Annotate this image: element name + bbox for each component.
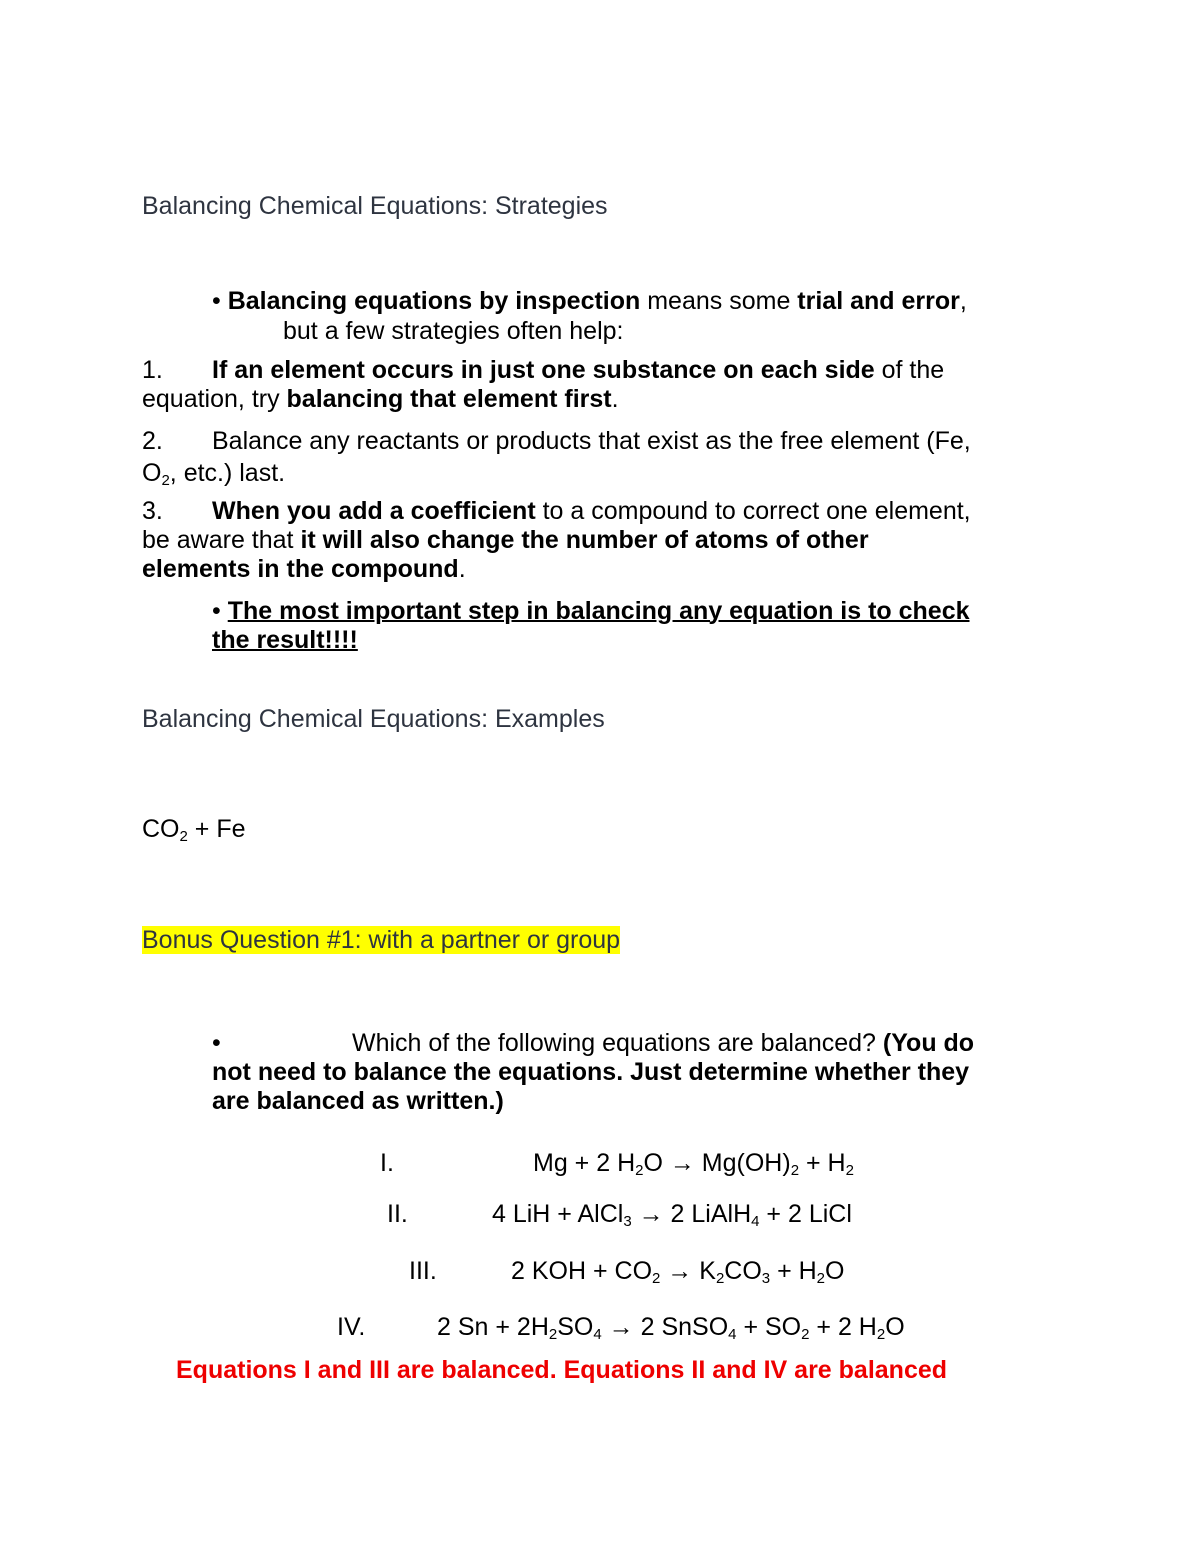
- equation-number: IV.: [337, 1313, 366, 1341]
- item-2-line-1: [142, 426, 971, 456]
- subscript: 2: [652, 1270, 661, 1287]
- formula-text: + H: [770, 1257, 817, 1285]
- bonus-question-bold-3: are balanced as written.): [212, 1087, 504, 1115]
- intro-bold-2: trial and error: [797, 287, 960, 315]
- item-3-text-1: to a compound to correct one element,: [535, 497, 971, 525]
- item-3-bold-1: When you add a coefficient: [212, 497, 536, 525]
- item-3-bold-3: elements in the compound: [142, 555, 459, 583]
- item-2-o: O: [142, 459, 162, 487]
- formula-text: 4 LiH + AlCl: [492, 1200, 624, 1228]
- item-2-text-1: Balance any reactants or products that exist as the free element (Fe,: [212, 427, 971, 455]
- formula-text: + SO: [736, 1313, 802, 1341]
- intro-bold-1: Balancing equations by inspection: [227, 287, 641, 315]
- bonus-question-bold-2: not need to balance the equations. Just determine whether they: [212, 1058, 970, 1086]
- item-1-text-1: of the: [874, 356, 945, 384]
- important-text-1: The most important step in balancing any equation is to check: [227, 597, 970, 625]
- subscript: 4: [751, 1213, 760, 1230]
- bonus-question-text: Which of the following equations are balanced?: [352, 1029, 883, 1057]
- item-1-line-2: [142, 384, 619, 414]
- formula-text: 2 KOH + CO: [511, 1257, 653, 1285]
- equation-number: II.: [387, 1200, 408, 1228]
- bullet: •: [212, 287, 221, 315]
- intro-line-1: [212, 286, 967, 316]
- subscript: 2: [790, 1162, 800, 1179]
- example-co: CO: [142, 815, 180, 843]
- equation-formula: [492, 1199, 852, 1229]
- subscript: 2: [715, 1270, 725, 1287]
- subscript: 2: [816, 1270, 826, 1287]
- subscript: 4: [593, 1326, 602, 1343]
- equation-number: III.: [409, 1257, 437, 1285]
- subscript: 2: [635, 1162, 644, 1179]
- item-1-text-3: .: [611, 385, 619, 413]
- example-sub: 2: [179, 828, 188, 845]
- formula-text: SO: [557, 1313, 594, 1341]
- bonus-question-line-2: [212, 1057, 969, 1087]
- formula-text: + 2 H: [809, 1313, 877, 1341]
- item-3-text-2: be aware that: [142, 526, 301, 554]
- bonus-bullet: •: [212, 1029, 221, 1057]
- equation-formula: [533, 1148, 854, 1178]
- subscript: 4: [728, 1326, 737, 1343]
- item-3-bold-2: it will also change the number of atoms of other: [300, 526, 869, 554]
- item-3-line-2: [142, 525, 869, 555]
- example-fe: + Fe: [187, 815, 246, 843]
- bonus-question-line-1: [212, 1028, 974, 1058]
- important-line-1: [212, 596, 970, 626]
- item-3-number: 3.: [142, 497, 163, 525]
- item-2-number: 2.: [142, 427, 163, 455]
- formula-text: + 2 LiCl: [759, 1200, 852, 1228]
- equation-formula: [437, 1312, 905, 1342]
- bonus-heading-text: Bonus Question #1: with a partner or group: [142, 926, 621, 954]
- formula-text: → 2 LiAlH: [631, 1200, 752, 1228]
- strategies-heading: Balancing Chemical Equations: Strategies: [142, 192, 608, 220]
- intro-text-1: means some: [640, 287, 798, 315]
- item-3-text-3: .: [458, 555, 466, 583]
- formula-text: CO: [724, 1257, 762, 1285]
- formula-text: 2 Sn + 2H: [437, 1313, 549, 1341]
- item-1-line-1: [142, 355, 944, 385]
- formula-text: → K: [660, 1257, 716, 1285]
- subscript: 2: [845, 1162, 854, 1179]
- item-3-line-1: [142, 496, 971, 526]
- subscript: 2: [876, 1326, 886, 1343]
- answer-text: Equations I and III are balanced. Equations II and IV are balanced: [176, 1356, 948, 1384]
- item-2-line-2: [142, 458, 285, 488]
- bonus-question-line-3: [212, 1086, 504, 1116]
- subscript: 2: [801, 1326, 810, 1343]
- formula-text: → 2 SnSO: [601, 1313, 729, 1341]
- item-1-bold-2: balancing that element first: [286, 385, 612, 413]
- intro-text-2: ,: [959, 287, 967, 315]
- item-2-text-2: , etc.) last.: [169, 459, 286, 487]
- formula-text: O: [885, 1313, 905, 1341]
- formula-text: + H: [799, 1149, 846, 1177]
- important-bullet: •: [212, 597, 221, 625]
- bonus-heading: [142, 925, 620, 955]
- formula-text: O → Mg(OH): [643, 1149, 791, 1177]
- subscript: 3: [623, 1213, 632, 1230]
- formula-text: Mg + 2 H: [533, 1149, 636, 1177]
- formula-text: O: [825, 1257, 845, 1285]
- bonus-question-bold-1: (You do: [882, 1029, 975, 1057]
- important-text-2: the result!!!!: [212, 626, 358, 654]
- example-equation: [142, 814, 246, 844]
- item-1-bold-1: If an element occurs in just one substance on each side: [212, 356, 875, 384]
- equation-number: I.: [380, 1149, 394, 1177]
- subscript: 3: [761, 1270, 771, 1287]
- item-1-text-2: equation, try: [142, 385, 287, 413]
- item-3-line-3: [142, 554, 466, 584]
- important-line-2: [212, 625, 358, 655]
- intro-line-2: but a few strategies often help:: [283, 317, 624, 345]
- item-2-sub: 2: [161, 472, 170, 489]
- equation-formula: [511, 1256, 844, 1286]
- examples-heading: Balancing Chemical Equations: Examples: [142, 705, 605, 733]
- subscript: 2: [548, 1326, 558, 1343]
- item-1-number: 1.: [142, 356, 163, 384]
